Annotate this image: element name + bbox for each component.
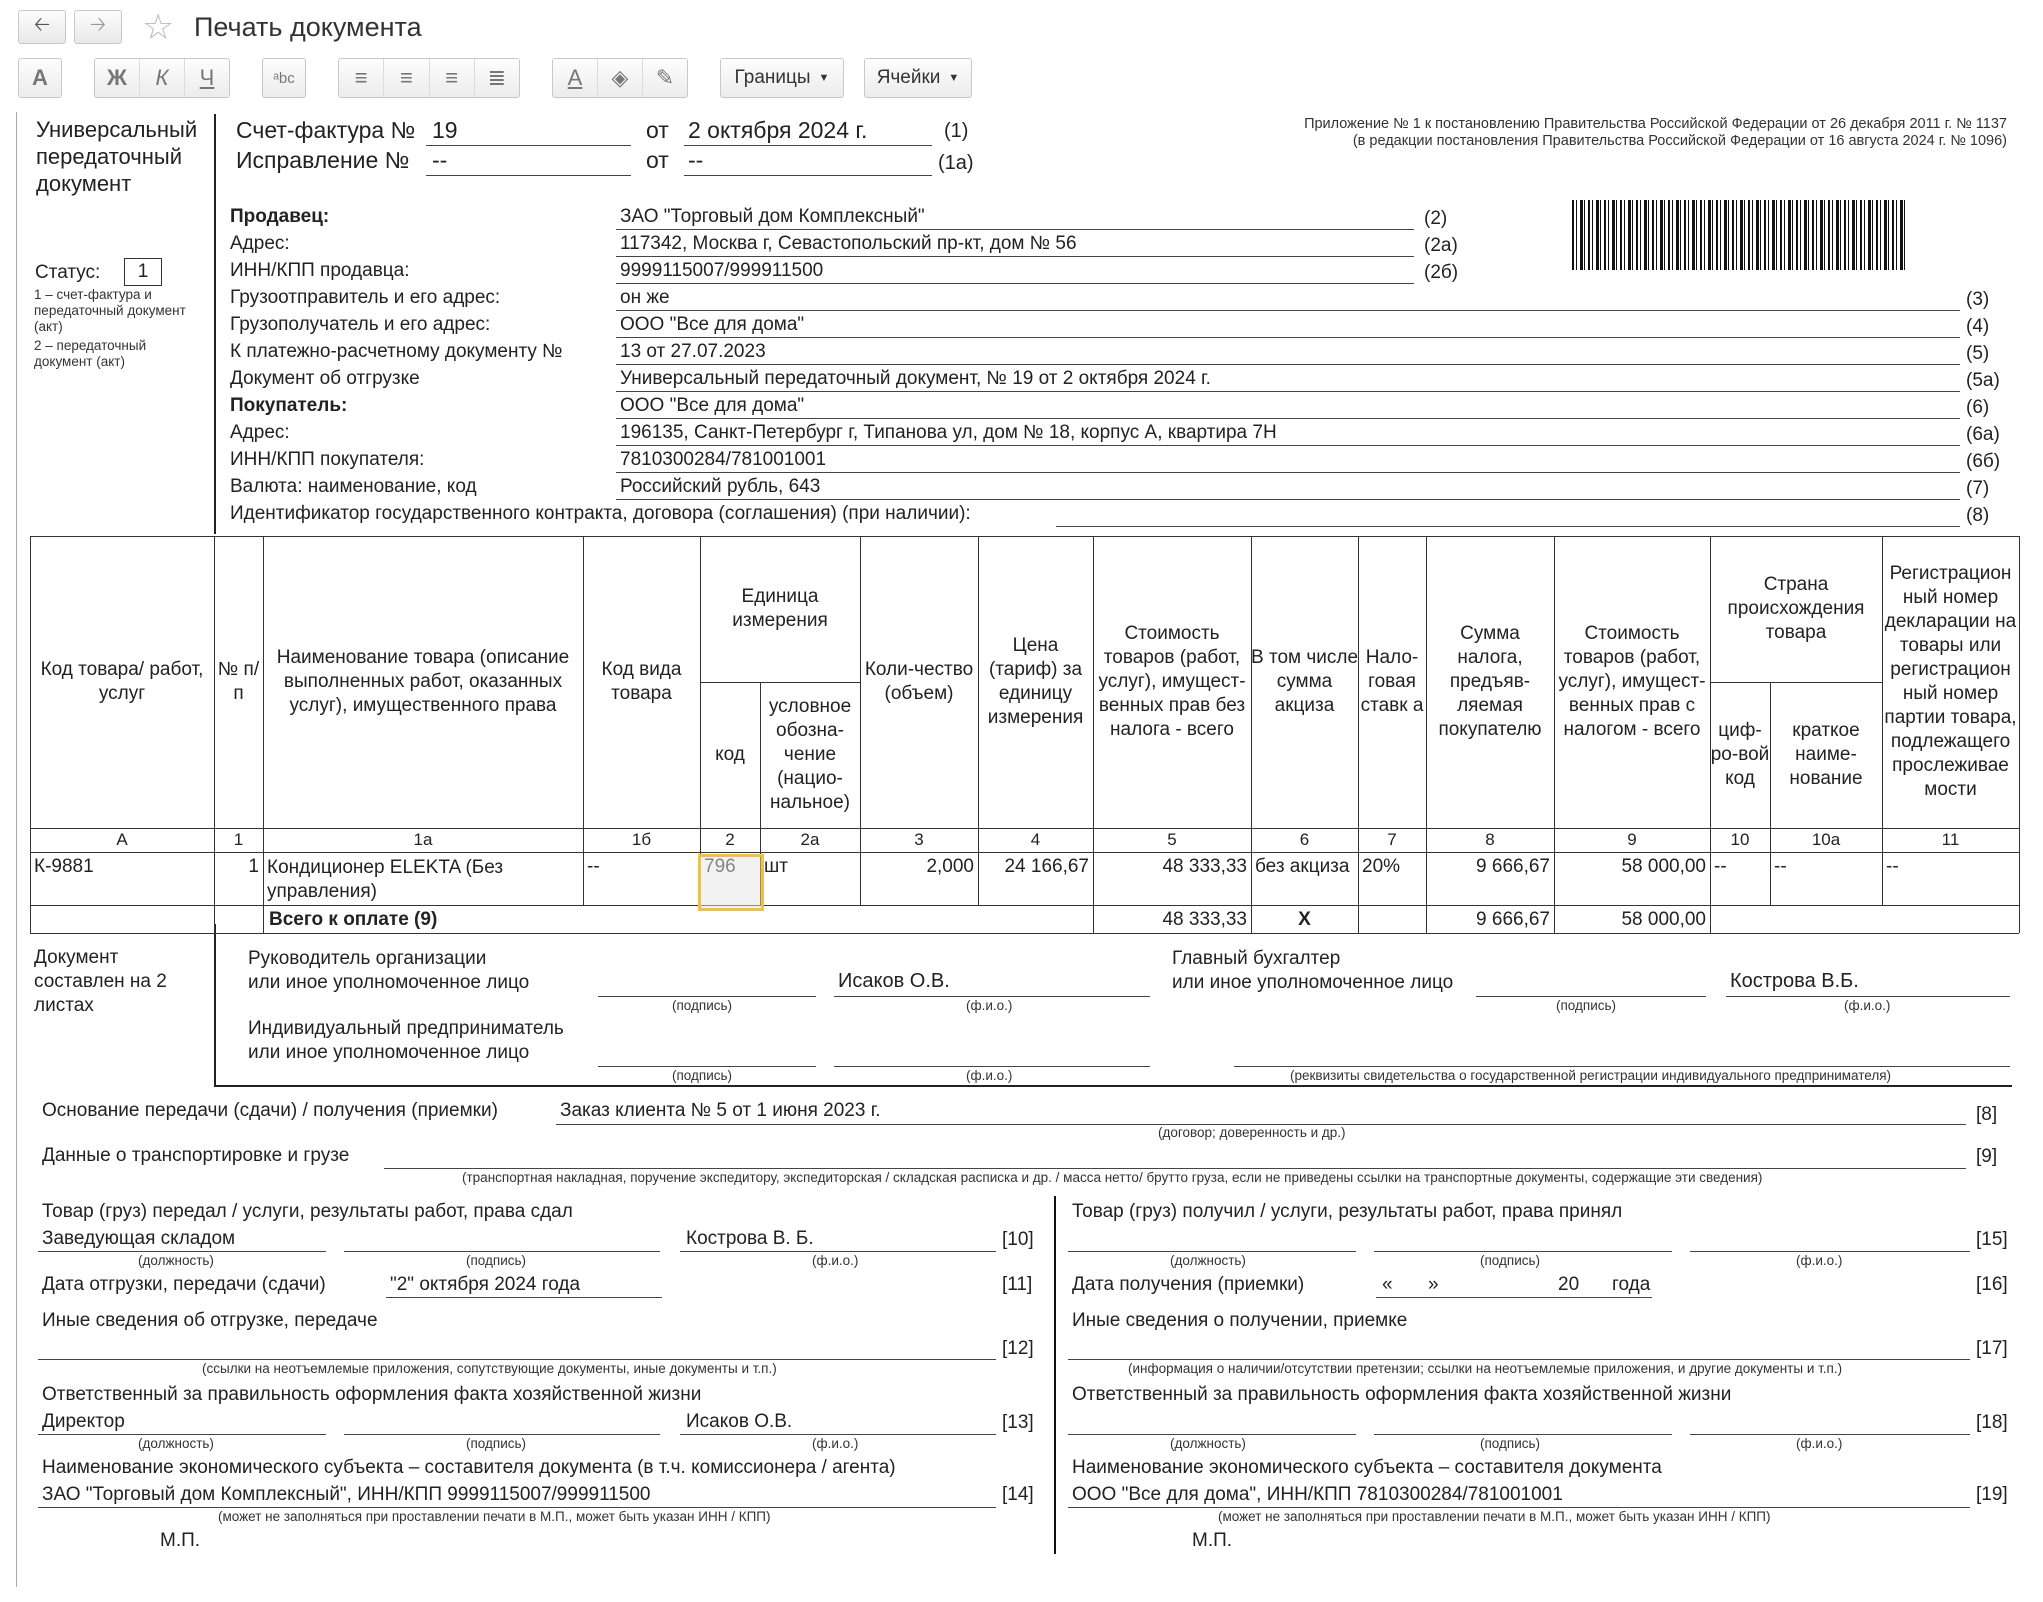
status-note-1: 1 – счет-фактура и передаточный документ (акт): [34, 287, 186, 334]
receive-resp-sign-line: [1374, 1434, 1672, 1435]
field-value: ООО "Все для дома": [620, 395, 805, 416]
column-number: 10: [1730, 830, 1750, 849]
barcode: [1572, 200, 1908, 270]
acc-sign-line: [1476, 996, 1706, 997]
transport-line: [384, 1168, 1966, 1169]
spellcheck-icon: ᵃbc: [273, 69, 295, 87]
received-label: Товар (груз) получил / услуги, результаты работ, права принял: [1072, 1201, 1623, 1222]
th-country-code: циф-ро-вой код: [1710, 720, 1770, 789]
chevron-down-icon: ▼: [948, 72, 960, 84]
field-code: (2а): [1424, 235, 1458, 256]
th-rate: Нало-говая ставк а: [1360, 647, 1424, 716]
table-rule: [30, 828, 2019, 829]
status-label: Статус:: [35, 262, 101, 283]
code-19: [19]: [1976, 1484, 2008, 1505]
status-box: 1: [124, 258, 162, 286]
field-label: Покупатель:: [230, 395, 348, 416]
field-label: Адрес:: [230, 422, 290, 443]
transfer-divider: [1054, 1196, 1056, 1554]
ip-reg-line: [1234, 1066, 2010, 1067]
font-button[interactable]: [18, 58, 62, 98]
table-rule: [30, 933, 2019, 934]
acc-fio-cap: (ф.и.о.): [1844, 998, 1891, 1013]
passed-sign-line: [344, 1251, 660, 1252]
acc-name: Кострова В.Б.: [1730, 970, 1859, 992]
ip-reg-cap: (реквизиты свидетельства о государственной регистрации индивидуального предпринимателя): [1290, 1068, 1892, 1083]
arrow-right-icon: 🡢: [89, 14, 107, 36]
receive-other-label: Иные сведения о получении, приемке: [1072, 1310, 1408, 1331]
fill-color-icon[interactable]: ◈: [598, 59, 643, 97]
column-number: 5: [1167, 830, 1177, 849]
field-underline: [616, 310, 1960, 311]
invoice-number: 19: [432, 117, 458, 143]
field-code: (7): [1966, 478, 1990, 499]
invoice-date: 2 октября 2024 г.: [688, 117, 868, 143]
ip-sign-line: [598, 1066, 816, 1067]
passed-fio-cap: (ф.и.о.): [812, 1253, 859, 1268]
passed-position-cap: (должность): [138, 1253, 214, 1268]
ship-stamp-place: М.П.: [160, 1530, 201, 1551]
legal-note-2: (в редакции постановления Правительства Российской Федерации от 16 августа 2024 г. № 1096): [1352, 133, 2007, 149]
receive-resp-position-line: [1068, 1434, 1356, 1435]
field-value: он же: [620, 287, 670, 308]
transport-label: Данные о транспортировке и грузе: [42, 1145, 350, 1166]
receive-date-year: 20: [1558, 1274, 1580, 1295]
column-number: 1: [233, 830, 244, 849]
th-total: Стоимость товаров (работ, услуг), имущест-венных прав с налогом - всего: [1558, 623, 1706, 740]
th-country-name: краткое наиме-нование: [1789, 720, 1863, 789]
correction-number: --: [432, 147, 448, 173]
field-value: ООО "Все для дома": [620, 314, 805, 335]
field-underline: [1056, 526, 1960, 527]
field-underline: [616, 337, 1960, 338]
field-value: 117342, Москва г, Севастопольский пр-кт, дом № 56: [620, 233, 1077, 254]
th-code: Код товара/ работ, услуг: [40, 659, 204, 704]
column-number: 4: [1030, 830, 1041, 849]
receive-entity-value: ООО "Все для дома", ИНН/КПП 7810300284/781001001: [1072, 1484, 1563, 1505]
th-excise: В том числе сумма акциза: [1251, 647, 1359, 716]
column-number: 10а: [1811, 830, 1841, 849]
sign-bottom-line: [214, 1085, 2012, 1087]
receive-resp-label: Ответственный за правильность оформления факта хозяйственной жизни: [1072, 1384, 1732, 1405]
correction-from-label: от: [646, 147, 669, 173]
receive-resp-position-cap: (должность): [1170, 1436, 1246, 1451]
favorite-star-icon[interactable]: ☆: [142, 6, 175, 47]
cell-rate[interactable]: 20%: [1362, 856, 1401, 877]
ship-entity-line: [38, 1507, 996, 1508]
th-price: Цена (тариф) за единицу измерения: [987, 635, 1084, 728]
code-14: [14]: [1002, 1484, 1034, 1505]
bold-button[interactable]: Ж: [95, 59, 140, 97]
window-title: Печать документа: [194, 12, 422, 42]
code-12: [12]: [1002, 1338, 1034, 1359]
cell-country-name[interactable]: --: [1774, 856, 1787, 877]
receive-date-label: Дата получения (приемки): [1072, 1274, 1305, 1295]
field-label: Грузоотправитель и его адрес:: [230, 287, 501, 308]
field-code: (6): [1966, 397, 1990, 418]
align-justify-icon[interactable]: ≣: [487, 65, 507, 90]
head-label-1: Руководитель организации: [248, 948, 487, 969]
passed-label: Товар (груз) передал / услуги, результаты работ, права сдал: [42, 1201, 573, 1222]
received-name-line: [1690, 1251, 1970, 1252]
cell-excise[interactable]: без акциза: [1255, 856, 1350, 877]
field-underline: [616, 391, 1960, 392]
received-position-cap: (должность): [1170, 1253, 1246, 1268]
column-number: 11: [1941, 830, 1960, 849]
ip-fio-cap: (ф.и.о.): [966, 1068, 1013, 1083]
code-9: [9]: [1976, 1146, 1998, 1167]
cell-tax[interactable]: 9 666,67: [1476, 856, 1550, 877]
acc-label-2: или иное уполномоченное лицо: [1172, 972, 1454, 993]
receive-date-q2: »: [1428, 1274, 1439, 1295]
total-label: Всего к оплате (9): [269, 909, 438, 930]
receive-resp-sign-cap: (подпись): [1480, 1436, 1541, 1451]
align-group: [338, 58, 520, 98]
pencil-icon[interactable]: ✎: [655, 65, 675, 90]
correction-date-line: [684, 175, 932, 176]
field-label: Валюта: наименование, код: [230, 476, 477, 497]
field-value: 13 от 27.07.2023: [620, 341, 766, 362]
upd-divider: [214, 114, 216, 534]
ship-entity-label: Наименование экономического субъекта – составителя документа (в т.ч. комиссионера / агента): [42, 1457, 896, 1478]
field-code: (6а): [1966, 424, 2000, 445]
field-label: Продавец:: [230, 206, 330, 227]
cell-country-code[interactable]: --: [1714, 856, 1727, 877]
correction-number-line: [426, 175, 631, 176]
receive-date-line: [1376, 1297, 1652, 1298]
th-kind: Код вида товара: [601, 659, 682, 704]
align-left-icon[interactable]: ≡: [339, 59, 384, 97]
cell-num[interactable]: 1: [248, 856, 259, 877]
passed-position: Заведующая складом: [42, 1228, 236, 1249]
code-17: [17]: [1976, 1338, 2008, 1359]
column-number: 2: [725, 830, 735, 849]
th-qty: Коли-чество (объем): [864, 659, 974, 704]
legal-note-1: Приложение № 1 к постановлению Правительства Российской Федерации от 26 декабря 2011 г. № 1137: [1304, 116, 2007, 132]
column-number: 8: [1485, 830, 1495, 849]
arrow-left-icon: 🡠: [33, 14, 51, 36]
correction-label: Исправление №: [236, 147, 410, 173]
receive-other-line: [1068, 1359, 1970, 1360]
field-label: ИНН/КПП продавца:: [230, 260, 410, 281]
invoice-number-line: [426, 145, 631, 146]
receive-other-cap: (информация о наличии/отсутствии претензии; ссылки на неотъемлемые приложения, и другие документы и т.п.): [1128, 1361, 1843, 1376]
text-color-icon[interactable]: A: [553, 59, 598, 97]
field-label: К платежно-расчетному документу №: [230, 341, 563, 362]
field-code: (4): [1966, 316, 1990, 337]
table-rule: [1358, 905, 1359, 933]
ip-label-2: или иное уполномоченное лицо: [248, 1042, 530, 1063]
field-code: (5): [1966, 343, 1990, 364]
basis-cap: (договор; доверенность и др.): [1158, 1125, 1346, 1140]
field-label: Идентификатор государственного контракта, договора (соглашения) (при наличии):: [230, 503, 971, 524]
chevron-down-icon: ▼: [818, 72, 830, 84]
ip-name-line: [834, 1066, 1150, 1067]
th-unit-code: код: [715, 744, 745, 765]
forward-button[interactable]: [74, 10, 122, 44]
ip-sign-cap: (подпись): [672, 1068, 733, 1083]
ship-date-label: Дата отгрузки, передачи (сдачи): [42, 1274, 326, 1295]
column-number: 3: [914, 830, 924, 849]
ship-resp-name: Исаков О.В.: [686, 1411, 793, 1432]
table-rule: [263, 905, 264, 933]
spellcheck-button[interactable]: [262, 58, 306, 98]
text-style-group: [94, 58, 230, 98]
head-sign-line: [598, 996, 816, 997]
field-label: Грузополучатель и его адрес:: [230, 314, 491, 335]
received-sign-line: [1374, 1251, 1672, 1252]
correction-date: --: [688, 147, 704, 173]
cell-code[interactable]: К-9881: [34, 856, 94, 877]
receive-entity-cap: (может не заполняться при проставлении печати в М.П., может быть указан ИНН / КПП): [1218, 1509, 1771, 1524]
basis-value: Заказ клиента № 5 от 1 июня 2023 г.: [560, 1100, 881, 1121]
code-15: [15]: [1976, 1229, 2008, 1250]
field-underline: [616, 499, 1960, 500]
receive-entity-line: [1068, 1507, 1970, 1508]
acc-label-1: Главный бухгалтер: [1172, 948, 1341, 969]
ship-entity-value: ЗАО "Торговый дом Комплексный", ИНН/КПП 9999115007/999911500: [42, 1484, 651, 1505]
align-right-icon[interactable]: ≡: [430, 59, 475, 97]
receive-resp-fio-cap: (ф.и.о.): [1796, 1436, 1843, 1451]
field-code: (2): [1424, 208, 1448, 229]
ship-resp-sign-line: [344, 1434, 660, 1435]
passed-sign-cap: (подпись): [466, 1253, 527, 1268]
field-value: ЗАО "Торговый дом Комплексный": [620, 206, 925, 227]
ship-resp-sign-cap: (подпись): [466, 1436, 527, 1451]
th-reg: Регистрацион ный номер декларации на товары или регистрацион ный номер партии товара, подлежащего прослеживае мости: [1884, 563, 2017, 800]
column-number: 7: [1387, 830, 1397, 849]
cell-price[interactable]: 24 166,67: [1004, 856, 1089, 877]
receive-date-suffix: года: [1612, 1274, 1651, 1295]
borders-dropdown[interactable]: [720, 58, 844, 98]
th-country: Страна происхождения товара: [1727, 574, 1865, 643]
font-icon: A: [32, 65, 48, 90]
color-group: [552, 58, 688, 98]
doc-left-edge: [16, 112, 17, 1587]
field-code: (5а): [1966, 370, 2000, 391]
cell-qty[interactable]: 2,000: [926, 856, 974, 877]
field-label: Документ об отгрузке: [230, 368, 420, 389]
receive-stamp-place: М.П.: [1192, 1530, 1233, 1551]
column-number: 1б: [631, 830, 652, 849]
receive-resp-name-line: [1690, 1434, 1970, 1435]
received-fio-cap: (ф.и.о.): [1796, 1253, 1843, 1268]
column-number: 2а: [800, 830, 820, 849]
column-number: 9: [1627, 830, 1637, 849]
column-number: А: [116, 830, 128, 849]
th-name: Наименование товара (описание выполненных работ, оказанных услуг), имущественного права: [276, 647, 570, 716]
field-code: (2б): [1424, 262, 1459, 283]
receive-entity-label: Наименование экономического субъекта – составителя документа: [1072, 1457, 1662, 1478]
ship-date-value: "2" октября 2024 года: [390, 1274, 581, 1295]
cell-kind[interactable]: --: [587, 856, 600, 877]
cells-label: Ячейки: [876, 67, 941, 88]
ship-other-cap: (ссылки на неотъемлемые приложения, сопутствующие документы, иные документы и т.п.): [202, 1361, 777, 1376]
table-rule: [30, 852, 2019, 853]
ship-resp-name-line: [680, 1434, 996, 1435]
field-underline: [616, 445, 1960, 446]
total-cost: 48 333,33: [1162, 909, 1247, 930]
invoice-from-label: от: [646, 117, 669, 143]
field-underline: [616, 283, 1414, 284]
head-name: Исаков О.В.: [838, 970, 950, 992]
th-tax: Сумма налога, предъяв-ляемая покупателю: [1438, 623, 1542, 740]
ip-label-1: Индивидуальный предприниматель: [248, 1018, 564, 1039]
head-sign-cap: (подпись): [672, 998, 733, 1013]
column-number: 1а: [413, 830, 433, 849]
ship-resp-position: Директор: [42, 1411, 125, 1432]
th-num: № п/п: [217, 659, 260, 704]
field-underline: [616, 418, 1960, 419]
passed-position-line: [38, 1251, 326, 1252]
receive-date-q1: «: [1382, 1274, 1393, 1295]
total-tax: 9 666,67: [1476, 909, 1550, 930]
field-code: (6б): [1966, 451, 2001, 472]
code-18: [18]: [1976, 1412, 2008, 1433]
cell-reg[interactable]: --: [1886, 856, 1899, 877]
ship-resp-label: Ответственный за правильность оформления факта хозяйственной жизни: [42, 1384, 702, 1405]
align-center-icon[interactable]: ≡: [384, 59, 429, 97]
field-value: Российский рубль, 643: [620, 476, 821, 497]
acc-sign-cap: (подпись): [1556, 998, 1617, 1013]
code-10: [10]: [1002, 1229, 1034, 1250]
code-1a: (1а): [938, 152, 974, 174]
passed-name: Кострова В. Б.: [686, 1228, 814, 1249]
field-label: Адрес:: [230, 233, 290, 254]
field-code: (8): [1966, 505, 1990, 526]
acc-name-line: [1726, 996, 2010, 997]
field-underline: [616, 472, 1960, 473]
field-value: 196135, Санкт-Петербург г, Типанова ул, дом № 18, корпус А, квартира 7Н: [620, 422, 1277, 443]
cell-total[interactable]: 58 000,00: [1621, 856, 1706, 877]
cells-dropdown[interactable]: [864, 58, 972, 98]
ship-resp-position-cap: (должность): [138, 1436, 214, 1451]
selected-cell-frame: [698, 854, 764, 911]
code-8: [8]: [1976, 1104, 1998, 1125]
code-13: [13]: [1002, 1412, 1034, 1433]
table-rule: [2019, 536, 2020, 933]
field-value: 9999115007/999911500: [620, 260, 824, 281]
ship-resp-fio-cap: (ф.и.о.): [812, 1436, 859, 1451]
table-rule: [1710, 905, 1711, 933]
cell-cost[interactable]: 48 333,33: [1162, 856, 1247, 877]
doc-sheets: Документ составлен на 2 листах: [34, 947, 167, 1016]
basis-label: Основание передачи (сдачи) / получения (приемки): [42, 1100, 498, 1121]
status-note-2: 2 – передаточный документ (акт): [34, 338, 147, 369]
total-total: 58 000,00: [1621, 909, 1706, 930]
invoice-date-line: [684, 145, 932, 146]
invoice-label: Счет-фактура №: [236, 117, 416, 143]
th-unit-name: условное обозна-чение (нацио-нальное): [768, 696, 852, 813]
cell-name[interactable]: Кондиционер ELEKTA (Без управления): [267, 857, 504, 902]
underline-button[interactable]: Ч: [199, 65, 215, 90]
back-button[interactable]: [18, 10, 66, 44]
sign-divider: [214, 924, 216, 1086]
ship-other-label: Иные сведения об отгрузке, передаче: [42, 1310, 378, 1331]
field-label: ИНН/КПП покупателя:: [230, 449, 425, 470]
cell-unit-name[interactable]: шт: [764, 856, 788, 877]
transport-cap: (транспортная накладная, поручение экспедитору, экспедиторская / складская расписка и др. / масса нетто/ брутто груза, если не приведены ссылки на транспортные документы, содержащие эти сведения): [462, 1170, 1763, 1185]
th-unit: Единица измерения: [732, 586, 828, 631]
field-underline: [616, 364, 1960, 365]
received-sign-cap: (подпись): [1480, 1253, 1541, 1268]
head-fio-cap: (ф.и.о.): [966, 998, 1013, 1013]
ship-date-line: [386, 1297, 662, 1298]
ship-resp-position-line: [38, 1434, 326, 1435]
passed-name-line: [680, 1251, 996, 1252]
borders-label: Границы: [734, 67, 811, 88]
field-value: 7810300284/781001001: [620, 449, 827, 470]
italic-button[interactable]: К: [140, 59, 185, 97]
total-excise: Х: [1298, 909, 1311, 930]
upd-title: Универсальный передаточный документ: [36, 117, 198, 196]
code-1: (1): [944, 120, 969, 142]
column-number: 6: [1299, 830, 1310, 849]
field-code: (3): [1966, 289, 1990, 310]
field-underline: [616, 229, 1414, 230]
field-underline: [616, 256, 1414, 257]
received-position-line: [1068, 1251, 1356, 1252]
ship-other-line: [38, 1359, 996, 1360]
code-16: [16]: [1976, 1274, 2008, 1295]
th-cost: Стоимость товаров (работ, услуг), имущест-венных прав без налога - всего: [1098, 623, 1246, 740]
head-label-2: или иное уполномоченное лицо: [248, 972, 530, 993]
head-name-line: [834, 996, 1150, 997]
table-rule: [30, 905, 2019, 906]
code-11: [11]: [1002, 1274, 1033, 1295]
field-value: Универсальный передаточный документ, № 19 от 2 октября 2024 г.: [620, 368, 1211, 389]
ship-entity-cap: (может не заполняться при проставлении печати в М.П., может быть указан ИНН / КПП): [218, 1509, 771, 1524]
